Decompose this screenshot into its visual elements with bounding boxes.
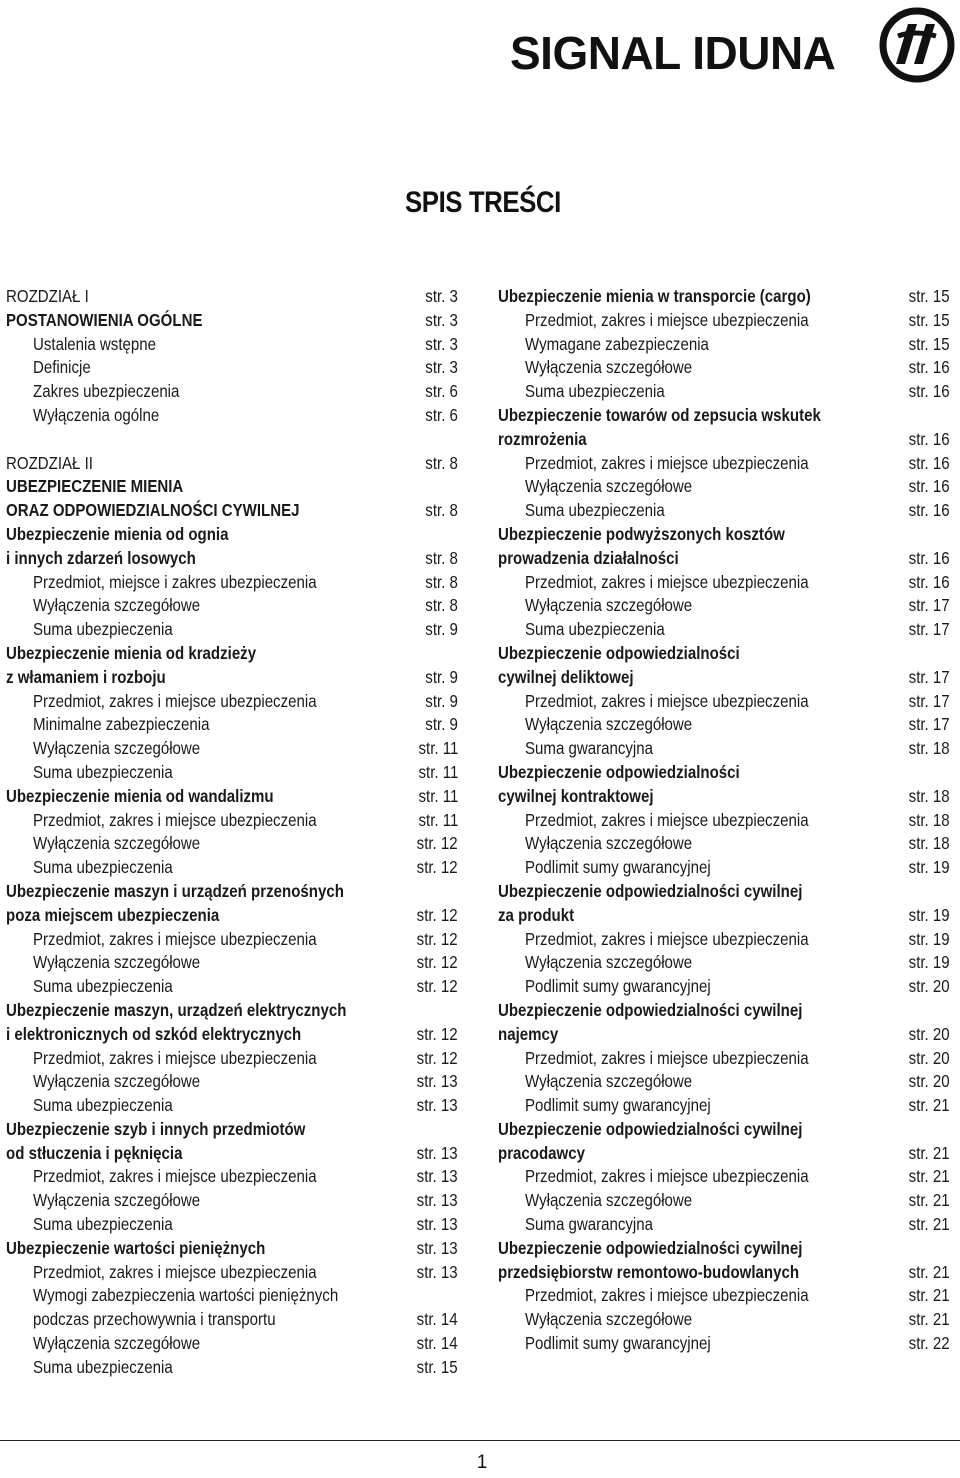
toc-section-entry[interactable] bbox=[498, 1237, 950, 1261]
toc-entry-page: str. 16 bbox=[909, 500, 950, 521]
toc-entry-page: str. 12 bbox=[417, 1047, 458, 1068]
toc-entry-title: Suma ubezpieczenia bbox=[33, 1095, 173, 1116]
toc-entry-title: Wyłączenia szczegółowe bbox=[525, 595, 693, 616]
toc-entry[interactable] bbox=[6, 404, 458, 428]
toc-entry-page: str. 8 bbox=[425, 452, 458, 473]
toc-entry-page: str. 13 bbox=[417, 1095, 458, 1116]
toc-entry[interactable] bbox=[6, 856, 458, 880]
toc-entry[interactable] bbox=[6, 713, 458, 737]
toc-entry-page: str. 17 bbox=[909, 714, 950, 735]
toc-section-entry[interactable] bbox=[498, 404, 950, 428]
toc-section-entry[interactable] bbox=[6, 1023, 458, 1047]
toc-entry-title: Minimalne zabezpieczenia bbox=[33, 714, 210, 735]
toc-entry[interactable] bbox=[498, 856, 950, 880]
toc-column-left bbox=[6, 285, 458, 1380]
toc-entry-page: str. 11 bbox=[418, 761, 458, 782]
toc-entry-title: Przedmiot, zakres i miejsce ubezpieczenia bbox=[33, 690, 317, 711]
toc-entry-page: str. 19 bbox=[909, 928, 950, 949]
toc-entry-page: str. 13 bbox=[417, 1261, 458, 1282]
toc-entry-title: cywilnej deliktowej bbox=[498, 666, 634, 687]
toc-entry-page: str. 21 bbox=[909, 1214, 950, 1235]
toc-entry[interactable] bbox=[498, 571, 950, 595]
toc-entry-title: Wyłączenia szczegółowe bbox=[33, 1071, 201, 1092]
toc-entry-title: Suma ubezpieczenia bbox=[33, 619, 173, 640]
toc-section-entry[interactable] bbox=[498, 547, 950, 571]
toc-entry-page: str. 13 bbox=[417, 1190, 458, 1211]
toc-entry-title: Zakres ubezpieczenia bbox=[33, 381, 180, 402]
toc-entry[interactable] bbox=[498, 1047, 950, 1071]
toc-section-entry[interactable] bbox=[498, 785, 950, 809]
toc-entry-title: przedsiębiorstw remontowo-budowlanych bbox=[498, 1261, 800, 1282]
toc-entry-title: POSTANOWIENIA OGÓLNE bbox=[6, 309, 203, 330]
toc-entry-title: Wyłączenia szczegółowe bbox=[525, 833, 693, 854]
toc-entry-title: od stłuczenia i pęknięcia bbox=[6, 1142, 183, 1163]
toc-entry-page: str. 12 bbox=[417, 928, 458, 949]
toc-entry[interactable] bbox=[6, 975, 458, 999]
toc-entry-page: str. 8 bbox=[425, 571, 458, 592]
toc-entry[interactable] bbox=[6, 618, 458, 642]
toc-entry[interactable] bbox=[498, 1165, 950, 1189]
toc-entry-title: Wymogi zabezpieczenia wartości pieniężnych bbox=[33, 1285, 339, 1306]
toc-entry[interactable] bbox=[498, 333, 950, 357]
toc-entry[interactable] bbox=[498, 356, 950, 380]
toc-section-entry[interactable] bbox=[498, 642, 950, 666]
toc-section-entry[interactable] bbox=[6, 904, 458, 928]
toc-entry[interactable] bbox=[498, 975, 950, 999]
toc-entry-title: Wyłączenia ogólne bbox=[33, 404, 160, 425]
toc-entry-page: str. 21 bbox=[909, 1309, 950, 1330]
page-number: 1 bbox=[476, 1452, 488, 1473]
toc-entry[interactable] bbox=[498, 594, 950, 618]
toc-entry-title: Wyłączenia szczegółowe bbox=[525, 1071, 693, 1092]
toc-entry[interactable] bbox=[498, 309, 950, 333]
toc-entry-page: str. 21 bbox=[909, 1285, 950, 1306]
toc-entry-title: Przedmiot, zakres i miejsce ubezpieczenia bbox=[33, 1047, 317, 1068]
toc-entry-title: Podlimit sumy gwarancyjnej bbox=[525, 1333, 711, 1354]
toc-entry-page: str. 12 bbox=[417, 904, 458, 925]
toc-entry[interactable] bbox=[6, 452, 458, 476]
toc-entry-page: str. 13 bbox=[417, 1142, 458, 1163]
toc-entry-title: Wyłączenia szczegółowe bbox=[525, 714, 693, 735]
toc-entry-page: str. 9 bbox=[425, 690, 458, 711]
toc-section-entry[interactable] bbox=[498, 999, 950, 1023]
toc-entry-page: str. 18 bbox=[909, 785, 950, 806]
toc-entry[interactable] bbox=[6, 1213, 458, 1237]
toc-entry-title: Wyłączenia szczegółowe bbox=[33, 833, 201, 854]
toc-entry-title: prowadzenia działalności bbox=[498, 547, 679, 568]
toc-entry-page: str. 12 bbox=[417, 952, 458, 973]
toc-entry-title: podczas przechowywnia i transportu bbox=[33, 1309, 276, 1330]
toc-entry-page: str. 12 bbox=[417, 833, 458, 854]
toc-entry-page: str. 22 bbox=[909, 1333, 950, 1354]
toc-entry-title: Wymagane zabezpieczenia bbox=[525, 333, 709, 354]
toc-entry-title: Przedmiot, zakres i miejsce ubezpieczenia bbox=[525, 1047, 809, 1068]
toc-entry-title: Wyłączenia szczegółowe bbox=[525, 476, 693, 497]
toc-entry-title: Suma ubezpieczenia bbox=[33, 1356, 173, 1377]
toc-spacer bbox=[6, 428, 458, 452]
toc-entry-page: str. 19 bbox=[909, 857, 950, 878]
toc-entry[interactable] bbox=[6, 356, 458, 380]
toc-entry[interactable] bbox=[6, 737, 458, 761]
toc-entry-title: Wyłączenia szczegółowe bbox=[525, 357, 693, 378]
toc-entry-title: Przedmiot, zakres i miejsce ubezpieczenia bbox=[33, 928, 317, 949]
toc-entry-page: str. 8 bbox=[425, 547, 458, 568]
toc-entry[interactable] bbox=[6, 333, 458, 357]
toc-entry[interactable] bbox=[6, 928, 458, 952]
toc-entry[interactable] bbox=[498, 1284, 950, 1308]
toc-entry[interactable] bbox=[6, 1165, 458, 1189]
toc-entry-title: Suma gwarancyjna bbox=[525, 738, 653, 759]
toc-entry-title: poza miejscem ubezpieczenia bbox=[6, 904, 220, 925]
toc-entry-title: Suma ubezpieczenia bbox=[33, 761, 173, 782]
toc-entry[interactable] bbox=[6, 1261, 458, 1285]
toc-entry[interactable] bbox=[498, 1189, 950, 1213]
toc-entry[interactable] bbox=[6, 761, 458, 785]
toc-entry-page: str. 18 bbox=[909, 833, 950, 854]
toc-entry-page: str. 13 bbox=[417, 1237, 458, 1258]
toc-entry[interactable] bbox=[498, 499, 950, 523]
toc-entry-title: Suma ubezpieczenia bbox=[525, 381, 665, 402]
toc-section-entry[interactable] bbox=[498, 666, 950, 690]
toc-entry-page: str. 14 bbox=[417, 1309, 458, 1330]
toc-entry-page: str. 6 bbox=[425, 381, 458, 402]
toc-entry-page: str. 21 bbox=[909, 1261, 950, 1282]
toc-entry-title: cywilnej kontraktowej bbox=[498, 785, 654, 806]
toc-entry-title: Ubezpieczenie odpowiedzialności bbox=[498, 761, 740, 782]
toc-entry-title: Przedmiot, zakres i miejsce ubezpieczenia bbox=[525, 690, 809, 711]
toc-entry-title: ORAZ ODPOWIEDZIALNOŚCI CYWILNEJ bbox=[6, 500, 300, 521]
toc-entry-title: Przedmiot, zakres i miejsce ubezpieczenia bbox=[525, 1285, 809, 1306]
toc-entry-title: rozmrożenia bbox=[498, 428, 587, 449]
toc-entry-title: najemcy bbox=[498, 1023, 559, 1044]
toc-entry-title: Wyłączenia szczegółowe bbox=[525, 952, 693, 973]
toc-entry-page: str. 14 bbox=[417, 1333, 458, 1354]
toc-entry-title: Ubezpieczenie maszyn, urządzeń elektrycznych bbox=[6, 999, 347, 1020]
toc-entry-title: Ubezpieczenie mienia od wandalizmu bbox=[6, 785, 274, 806]
toc-entry-title: Ubezpieczenie mienia od kradzieży bbox=[6, 642, 257, 663]
toc-entry-page: str. 16 bbox=[909, 381, 950, 402]
toc-entry[interactable] bbox=[6, 380, 458, 404]
toc-entry-page: str. 18 bbox=[909, 809, 950, 830]
toc-entry-title: Ubezpieczenie odpowiedzialności cywilnej bbox=[498, 1237, 803, 1258]
toc-entry[interactable] bbox=[6, 1332, 458, 1356]
toc-entry-page: str. 8 bbox=[425, 595, 458, 616]
toc-entry[interactable] bbox=[6, 690, 458, 714]
toc-entry-page: str. 17 bbox=[909, 666, 950, 687]
toc-entry-title: i elektronicznych od szkód elektrycznych bbox=[6, 1023, 302, 1044]
toc-section-entry[interactable] bbox=[498, 523, 950, 547]
toc-entry-page: str. 3 bbox=[425, 309, 458, 330]
toc-entry[interactable] bbox=[6, 1070, 458, 1094]
toc-entry-title: Definicje bbox=[33, 357, 91, 378]
footer-divider bbox=[0, 1440, 960, 1441]
toc-entry-page: str. 16 bbox=[909, 452, 950, 473]
toc-entry-title: Ubezpieczenie maszyn i urządzeń przenośnych bbox=[6, 880, 344, 901]
toc-entry-title: i innych zdarzeń losowych bbox=[6, 547, 196, 568]
toc-entry[interactable] bbox=[498, 1332, 950, 1356]
toc-entry-title: Przedmiot, zakres i miejsce ubezpieczenia bbox=[525, 571, 809, 592]
toc-entry[interactable] bbox=[498, 380, 950, 404]
toc-entry-page: str. 15 bbox=[909, 309, 950, 330]
toc-entry[interactable] bbox=[6, 1047, 458, 1071]
toc-entry[interactable] bbox=[498, 475, 950, 499]
toc-entry-page: str. 6 bbox=[425, 404, 458, 425]
toc-section-entry[interactable] bbox=[6, 523, 458, 547]
toc-entry-title: Przedmiot, zakres i miejsce ubezpieczenia bbox=[33, 1261, 317, 1282]
toc-entry-title: Podlimit sumy gwarancyjnej bbox=[525, 1095, 711, 1116]
toc-entry-page: str. 17 bbox=[909, 619, 950, 640]
toc-entry-page: str. 11 bbox=[418, 785, 458, 806]
toc-entry-page: str. 21 bbox=[909, 1142, 950, 1163]
toc-entry-title: ROZDZIAŁ I bbox=[6, 286, 89, 306]
toc-entry-page: str. 19 bbox=[909, 904, 950, 925]
toc-entry-page: str. 13 bbox=[417, 1214, 458, 1235]
page-title: SPIS TREŚCI bbox=[405, 186, 561, 219]
toc-entry[interactable] bbox=[6, 1284, 458, 1308]
toc-entry-page: str. 11 bbox=[418, 809, 458, 830]
toc-entry-page: str. 16 bbox=[909, 428, 950, 449]
toc-entry-title: Ubezpieczenie mienia w transporcie (cargo) bbox=[498, 286, 811, 306]
toc-entry-title: Suma gwarancyjna bbox=[525, 1214, 653, 1235]
toc-section-entry[interactable] bbox=[6, 309, 458, 333]
toc-section-entry[interactable] bbox=[498, 904, 950, 928]
toc-entry-page: str. 17 bbox=[909, 595, 950, 616]
toc-entry-title: Ubezpieczenie szyb i innych przedmiotów bbox=[6, 1118, 306, 1139]
toc-entry-title: Przedmiot, zakres i miejsce ubezpieczenia bbox=[525, 928, 809, 949]
toc-entry-title: Przedmiot, zakres i miejsce ubezpieczenia bbox=[33, 809, 317, 830]
toc-entry-page: str. 3 bbox=[425, 357, 458, 378]
toc-entry[interactable] bbox=[6, 1308, 458, 1332]
toc-column-right bbox=[498, 285, 950, 1356]
toc-entry-title: Podlimit sumy gwarancyjnej bbox=[525, 976, 711, 997]
toc-entry-page: str. 3 bbox=[425, 333, 458, 354]
toc-section-entry[interactable] bbox=[498, 1023, 950, 1047]
toc-entry-page: str. 9 bbox=[425, 619, 458, 640]
toc-entry-title: Wyłączenia szczegółowe bbox=[525, 1309, 693, 1330]
toc-entry[interactable] bbox=[6, 1356, 458, 1380]
toc-entry-title: Ubezpieczenie towarów od zepsucia wskutek bbox=[498, 404, 821, 425]
toc-entry-title: Ubezpieczenie wartości pieniężnych bbox=[6, 1237, 266, 1258]
toc-entry[interactable] bbox=[498, 832, 950, 856]
toc-entry-title: Ustalenia wstępne bbox=[33, 333, 156, 354]
toc-section-entry[interactable] bbox=[6, 499, 458, 523]
toc-entry-title: pracodawcy bbox=[498, 1142, 585, 1163]
toc-entry-title: Wyłączenia szczegółowe bbox=[33, 738, 201, 759]
toc-entry-title: Ubezpieczenie mienia od ognia bbox=[6, 523, 229, 544]
toc-entry[interactable] bbox=[498, 690, 950, 714]
toc-entry[interactable] bbox=[498, 1094, 950, 1118]
toc-entry-title: Wyłączenia szczegółowe bbox=[33, 1333, 201, 1354]
toc-entry-title: Podlimit sumy gwarancyjnej bbox=[525, 857, 711, 878]
toc-entry[interactable] bbox=[498, 713, 950, 737]
toc-entry-title: Przedmiot, zakres i miejsce ubezpieczenia bbox=[525, 809, 809, 830]
toc-section-entry[interactable] bbox=[498, 880, 950, 904]
toc-entry-page: str. 18 bbox=[909, 738, 950, 759]
toc-entry-page: str. 20 bbox=[909, 1047, 950, 1068]
toc-entry[interactable] bbox=[498, 1070, 950, 1094]
toc-entry-page: str. 3 bbox=[425, 286, 458, 306]
toc-entry-page: str. 8 bbox=[425, 500, 458, 521]
toc-section-entry[interactable] bbox=[6, 999, 458, 1023]
toc-entry-page: str. 16 bbox=[909, 571, 950, 592]
toc-entry-page: str. 12 bbox=[417, 857, 458, 878]
toc-entry-page: str. 16 bbox=[909, 357, 950, 378]
toc-entry-title: Ubezpieczenie odpowiedzialności cywilnej bbox=[498, 1118, 803, 1139]
toc-entry-title: z włamaniem i rozboju bbox=[6, 666, 166, 687]
toc-entry[interactable] bbox=[498, 951, 950, 975]
toc-entry[interactable] bbox=[498, 809, 950, 833]
toc-entry[interactable] bbox=[498, 928, 950, 952]
toc-entry-title: Przedmiot, zakres i miejsce ubezpieczenia bbox=[33, 1166, 317, 1187]
toc-section-entry[interactable] bbox=[498, 1261, 950, 1285]
toc-entry-page: str. 16 bbox=[909, 547, 950, 568]
toc-entry-page: str. 12 bbox=[417, 976, 458, 997]
toc-entry-page: str. 20 bbox=[909, 1071, 950, 1092]
toc-entry-page: str. 15 bbox=[417, 1356, 458, 1377]
toc-section-entry[interactable] bbox=[6, 547, 458, 571]
toc-entry-page: str. 13 bbox=[417, 1071, 458, 1092]
toc-section-entry[interactable] bbox=[6, 880, 458, 904]
toc-entry[interactable] bbox=[498, 452, 950, 476]
toc-section-entry[interactable] bbox=[6, 1237, 458, 1261]
toc-entry-page: str. 9 bbox=[425, 714, 458, 735]
toc-entry-page: str. 16 bbox=[909, 476, 950, 497]
toc-entry-page: str. 15 bbox=[909, 333, 950, 354]
toc-section-entry[interactable] bbox=[6, 666, 458, 690]
toc-entry-title: za produkt bbox=[498, 904, 575, 925]
toc-section-entry[interactable] bbox=[498, 761, 950, 785]
toc-entry-page: str. 21 bbox=[909, 1095, 950, 1116]
toc-entry-title: Przedmiot, miejsce i zakres ubezpieczenia bbox=[33, 571, 317, 592]
toc-entry-title: Przedmiot, zakres i miejsce ubezpieczenia bbox=[525, 452, 809, 473]
toc-section-entry[interactable] bbox=[6, 475, 458, 499]
toc-entry[interactable] bbox=[6, 832, 458, 856]
toc-entry[interactable] bbox=[498, 1308, 950, 1332]
toc-section-entry[interactable] bbox=[498, 285, 950, 309]
toc-section-entry[interactable] bbox=[6, 785, 458, 809]
toc-entry-title: Suma ubezpieczenia bbox=[525, 619, 665, 640]
brand-name: SIGNAL IDUNA bbox=[510, 27, 836, 79]
signal-iduna-logo-icon bbox=[878, 6, 956, 84]
toc-section-entry[interactable] bbox=[6, 1118, 458, 1142]
toc-entry[interactable] bbox=[498, 1213, 950, 1237]
toc-entry-title: Ubezpieczenie odpowiedzialności bbox=[498, 642, 740, 663]
toc-entry-title: Wyłączenia szczegółowe bbox=[525, 1190, 693, 1211]
toc-entry-title: Suma ubezpieczenia bbox=[33, 1214, 173, 1235]
toc-section-entry[interactable] bbox=[498, 1118, 950, 1142]
toc-entry-page: str. 20 bbox=[909, 1023, 950, 1044]
toc-entry-title: Suma ubezpieczenia bbox=[33, 857, 173, 878]
toc-entry[interactable] bbox=[6, 571, 458, 595]
toc-entry[interactable] bbox=[498, 737, 950, 761]
toc-entry[interactable] bbox=[6, 285, 458, 309]
toc-entry-title: Ubezpieczenie odpowiedzialności cywilnej bbox=[498, 999, 803, 1020]
toc-entry-title: Suma ubezpieczenia bbox=[33, 976, 173, 997]
toc-entry[interactable] bbox=[6, 594, 458, 618]
toc-section-entry[interactable] bbox=[498, 428, 950, 452]
toc-entry-title: ROZDZIAŁ II bbox=[6, 452, 93, 473]
toc-entry-page: str. 19 bbox=[909, 952, 950, 973]
toc-entry-page: str. 11 bbox=[418, 738, 458, 759]
toc-entry-title: Wyłączenia szczegółowe bbox=[33, 1190, 201, 1211]
toc-section-entry[interactable] bbox=[6, 642, 458, 666]
toc-entry[interactable] bbox=[6, 1094, 458, 1118]
toc-entry-page: str. 20 bbox=[909, 976, 950, 997]
toc-entry-page: str. 17 bbox=[909, 690, 950, 711]
toc-entry-title: Przedmiot, zakres i miejsce ubezpieczenia bbox=[525, 1166, 809, 1187]
toc-entry-page: str. 21 bbox=[909, 1190, 950, 1211]
toc-entry[interactable] bbox=[498, 618, 950, 642]
toc-entry-page: str. 15 bbox=[909, 286, 950, 306]
toc-entry[interactable] bbox=[6, 1189, 458, 1213]
toc-section-entry[interactable] bbox=[498, 1142, 950, 1166]
toc-entry-title: Ubezpieczenie podwyższonych kosztów bbox=[498, 523, 785, 544]
toc-entry[interactable] bbox=[6, 951, 458, 975]
toc-section-entry[interactable] bbox=[6, 1142, 458, 1166]
toc-entry-title: Suma ubezpieczenia bbox=[525, 500, 665, 521]
toc-entry-title: Ubezpieczenie odpowiedzialności cywilnej bbox=[498, 880, 803, 901]
toc-entry-page: str. 13 bbox=[417, 1166, 458, 1187]
toc-entry-page: str. 21 bbox=[909, 1166, 950, 1187]
toc-entry-title: Przedmiot, zakres i miejsce ubezpieczenia bbox=[525, 309, 809, 330]
toc-entry-title: Wyłączenia szczegółowe bbox=[33, 952, 201, 973]
toc-entry-page: str. 9 bbox=[425, 666, 458, 687]
toc-entry-title: Wyłączenia szczegółowe bbox=[33, 595, 201, 616]
toc-entry[interactable] bbox=[6, 809, 458, 833]
toc-entry-page: str. 12 bbox=[417, 1023, 458, 1044]
toc-entry-title: UBEZPIECZENIE MIENIA bbox=[6, 476, 184, 497]
